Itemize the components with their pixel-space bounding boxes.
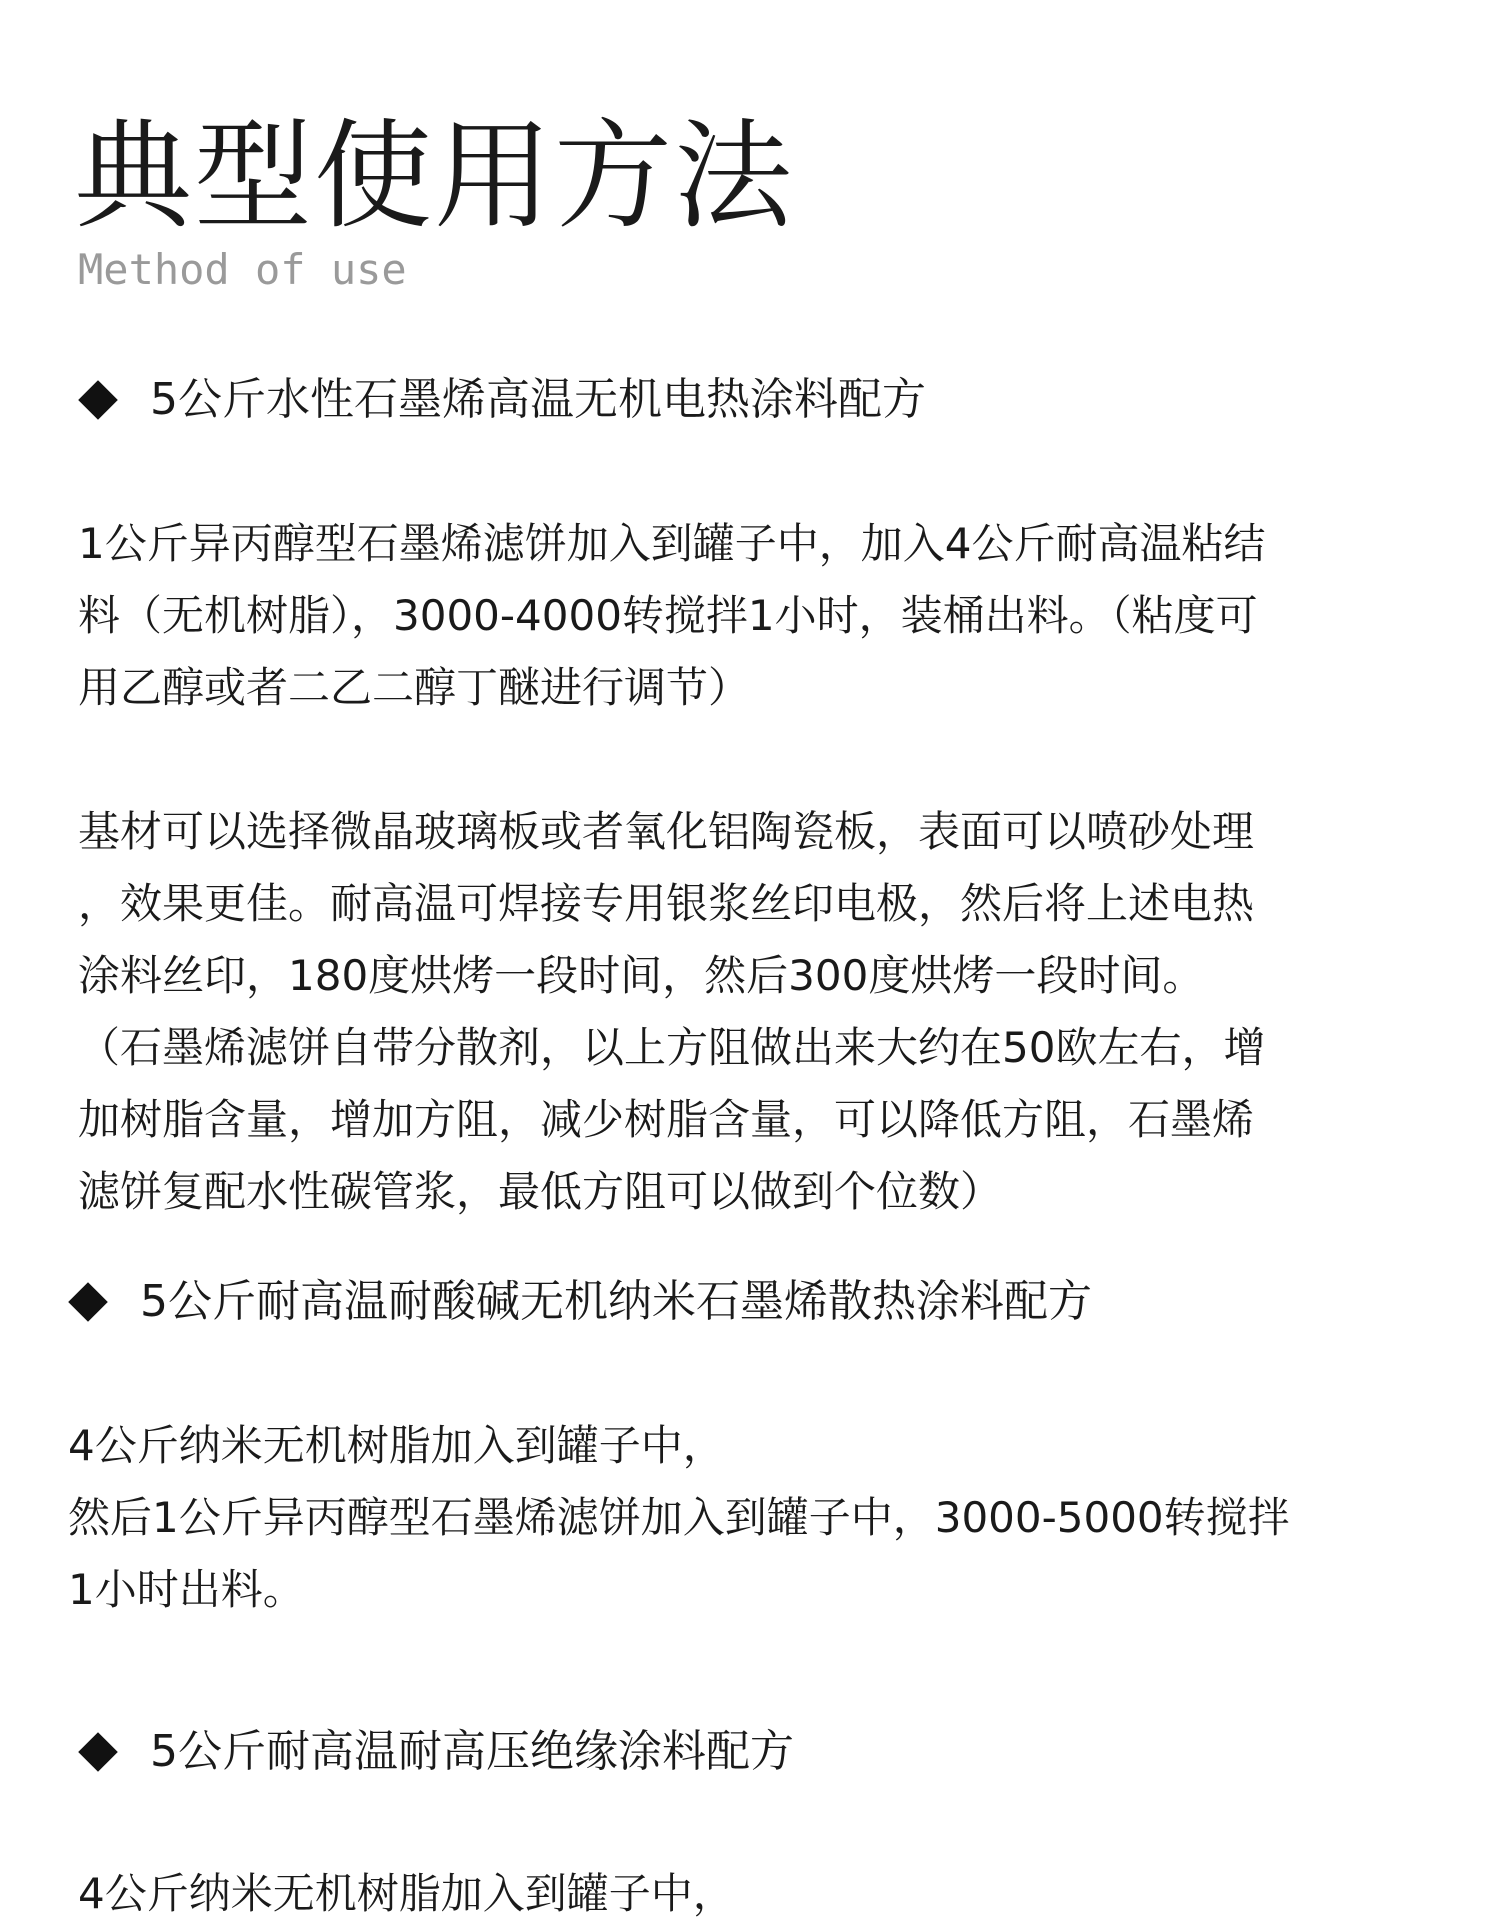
paragraph-line: 1小时出料。 <box>68 1565 305 1614</box>
paragraph-line: 4公斤纳米无机树脂加入到罐子中， <box>68 1421 725 1470</box>
paragraph-line: 4公斤纳米无机树脂加入到罐子中， <box>78 1869 735 1918</box>
paragraph-line: 涂料丝印，180度烘烤一段时间，然后300度烘烤一段时间。 <box>78 951 1205 1000</box>
diamond-bullet-icon <box>68 1282 108 1322</box>
section-2-paragraph-1 <box>68 1410 1428 1626</box>
section-3-paragraph-1 <box>78 1858 1438 1930</box>
paragraph-line: 1公斤异丙醇型石墨烯滤饼加入到罐子中，加入4公斤耐高温粘结 <box>78 519 1266 568</box>
section-heading-2 <box>64 1274 1092 1330</box>
diamond-bullet-icon <box>78 380 118 420</box>
section-1-paragraph-2 <box>78 796 1438 1228</box>
section-heading-text: 5公斤耐高温耐酸碱无机纳米石墨烯散热涂料配方 <box>140 1276 1092 1327</box>
paragraph-line: ，效果更佳。耐高温可焊接专用银浆丝印电极，然后将上述电热 <box>78 879 1255 928</box>
section-heading-3 <box>74 1724 794 1780</box>
paragraph-line: 用乙醇或者二乙二醇丁醚进行调节） <box>78 663 751 712</box>
page-title: 典型使用方法 <box>74 107 795 245</box>
section-heading-text: 5公斤水性石墨烯高温无机电热涂料配方 <box>150 374 926 425</box>
section-heading-1 <box>74 372 926 428</box>
paragraph-line: 然后1公斤异丙醇型石墨烯滤饼加入到罐子中，3000-5000转搅拌 <box>68 1493 1290 1542</box>
paragraph-line: 基材可以选择微晶玻璃板或者氧化铝陶瓷板，表面可以喷砂处理 <box>78 807 1255 856</box>
paragraph-line: 料（无机树脂），3000-4000转搅拌1小时，装桶出料。（粘度可 <box>78 591 1258 640</box>
section-1-paragraph-1 <box>78 508 1438 724</box>
page-subtitle: Method of use <box>78 245 407 294</box>
diamond-bullet-icon <box>78 1732 118 1772</box>
paragraph-line: （石墨烯滤饼自带分散剂，以上方阻做出来大约在50欧左右，增 <box>78 1023 1266 1072</box>
paragraph-line: 加树脂含量，增加方阻，减少树脂含量，可以降低方阻，石墨烯 <box>78 1095 1255 1144</box>
section-heading-text: 5公斤耐高温耐高压绝缘涂料配方 <box>150 1726 794 1777</box>
paragraph-line: 滤饼复配水性碳管浆，最低方阻可以做到个位数） <box>78 1167 1003 1216</box>
